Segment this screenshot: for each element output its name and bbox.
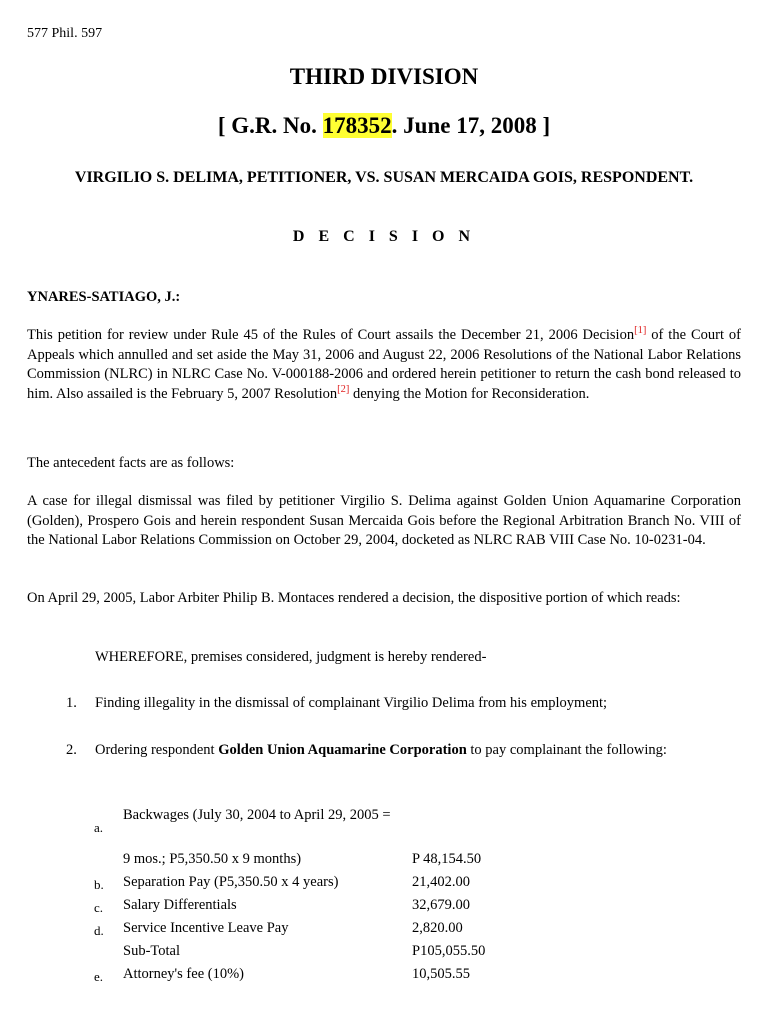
- award-d-desc: Service Incentive Leave Pay: [123, 920, 289, 936]
- list-number-2: 2.: [66, 742, 77, 758]
- paragraph-labor-arbiter: On April 29, 2005, Labor Arbiter Philip B. Montaces rendered a decision, the dispositive portion of which reads:: [27, 590, 681, 606]
- award-b-desc: Separation Pay (P5,350.50 x 4 years): [123, 874, 339, 890]
- ponente: YNARES-SATIAGO, J.:: [27, 289, 181, 305]
- case-number-highlight: 178352: [322, 113, 392, 138]
- award-a-amount: P 48,154.50: [412, 851, 482, 867]
- case-number-prefix: [ G.R. No.: [217, 113, 323, 138]
- paragraph-antecedent: The antecedent facts are as follows:: [27, 455, 235, 471]
- footnote-link-2[interactable]: [2]: [337, 383, 350, 395]
- award-letter-d: d.: [94, 923, 104, 938]
- paragraph-petition-part3: denying the Motion for Reconsideration.: [349, 385, 590, 402]
- footnote-link-1[interactable]: [1]: [634, 325, 647, 337]
- list-number-1: 1.: [66, 695, 77, 711]
- list-item-2-after: to pay complainant the following:: [466, 742, 667, 758]
- award-letter-a: a.: [94, 820, 104, 835]
- award-a-line1: Backwages (July 30, 2004 to April 29, 2005 =: [123, 807, 391, 823]
- award-letter-e: e.: [94, 969, 104, 984]
- list-item-1-text: Finding illegality in the dismissal of complainant Virgilio Delima from his employment;: [95, 695, 608, 711]
- award-subtotal-label: Sub-Total: [123, 943, 180, 959]
- case-parties: [0, 168, 768, 188]
- award-b-amount: 21,402.00: [412, 874, 470, 890]
- case-parties-text: VIRGILIO S. DELIMA, PETITIONER, VS. SUSAN MERCAIDA GOIS, RESPONDENT.: [74, 169, 694, 186]
- wherefore-line: WHEREFORE, premises considered, judgment is hereby rendered-: [95, 649, 487, 665]
- list-item-2-before: Ordering respondent: [95, 742, 219, 758]
- award-c-amount: 32,679.00: [412, 897, 470, 913]
- list-item-2-text: [95, 741, 715, 761]
- award-letter-c: c.: [94, 900, 104, 915]
- citation: 577 Phil. 597: [27, 26, 103, 41]
- case-number: [0, 113, 768, 139]
- award-d-amount: 2,820.00: [412, 920, 463, 936]
- case-number-suffix: . June 17, 2008 ]: [391, 113, 551, 138]
- paragraph-petition-part2: of the Court of Appeals which annulled and set aside the May 31, 2006 and August 22, 2006 Resolutions of the National Labor Relations Commission (NLRC) in NLRC Case No. V-000188-2006 and ordered herein petitioner to return the cash bond released to him. Also assailed is the February 5, 2007 Resolution: [27, 327, 741, 402]
- decision-heading: D E C I S I O N: [292, 228, 476, 245]
- award-c-desc: Salary Differentials: [123, 897, 237, 913]
- award-a-line2: 9 mos.; P5,350.50 x 9 months): [123, 851, 302, 867]
- paragraph-petition: [27, 326, 741, 404]
- award-subtotal-amount: P105,055.50: [412, 943, 486, 959]
- award-e-desc: Attorney's fee (10%): [123, 966, 244, 982]
- award-letter-b: b.: [94, 877, 104, 892]
- list-item-2-bold: Golden Union Aquamarine Corporation: [218, 742, 467, 758]
- award-e-amount: 10,505.55: [412, 966, 470, 982]
- division-heading: THIRD DIVISION: [289, 64, 479, 89]
- paragraph-illegal-dismissal: A case for illegal dismissal was filed by petitioner Virgilio S. Delima against Golden Union Aquamarine Corporation (Golden), Prospero Gois and herein respondent Susan Mercaida Gois before the Regional Arbitration Branch No. VIII of the National Labor Relations Commission on October 29, 2004, docketed as NLRC RAB VIII Case No. 10-0231-04.: [27, 493, 741, 548]
- paragraph-petition-part1: This petition for review under Rule 45 of the Rules of Court assails the December 21, 2006 Decision: [27, 327, 635, 343]
